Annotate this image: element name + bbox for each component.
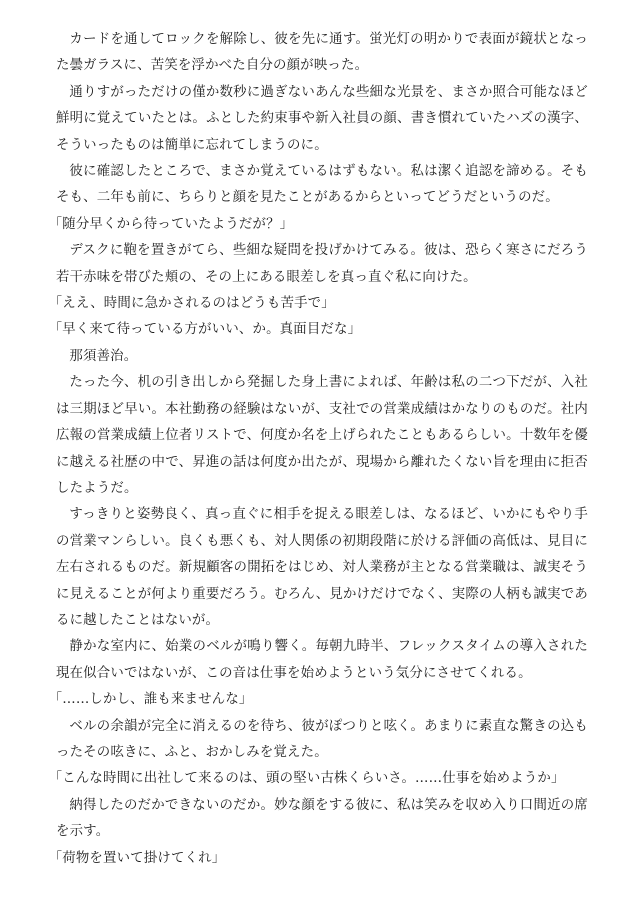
paragraph: 納得したのだかできないのだか。妙な顔をする彼に、私は笑みを収め入り口間近の席を示す。 <box>56 797 588 840</box>
dialogue-line: 「ええ、時間に急かされるのはどうも苦手で」 <box>48 296 335 312</box>
dialogue-line: 「こんな時間に出社して来るのは、頭の堅い古株くらいさ。……仕事を始めようか」 <box>48 771 565 787</box>
paragraph: 彼に確認したところで、まさか覚えているはずもない。私は潔く追認を諦める。そもそも、二年も前に、ちらりと顔を見たことがあるからといってどうだというのだ。 <box>56 164 588 206</box>
paragraph: 静かな室内に、始業のベルが鳴り響く。毎朝九時半、フレックスタイムの導入された現在似合いではないが、この音は仕事を始めようという気分にさせてくれる。 <box>56 639 588 681</box>
paragraph: カードを通してロックを解除し、彼を先に通す。蛍光灯の明かりで表面が鏡状となった曇ガラスに、苦笑を浮かべた自分の顔が映った。 <box>56 32 588 74</box>
dialogue-line: 「随分早くから待っていたようだが？」 <box>48 216 294 232</box>
paragraph: 那須善治。 <box>69 348 138 364</box>
dialogue-line: 「荷物を置いて掛けてくれ」 <box>48 850 226 866</box>
paragraph: たった今、机の引き出しから発掘した身上書によれば、年齢は私の二つ下だが、入社は三期ほど早い。本社勤務の経験はないが、支社での営業成績はかなりのものだ。社内広報の営業成績上位者リストで、何度か名を上げられたこともあるらしい。十数年を優に越える社歴の中で、昇進の話は何度か出たが、現場から離れたくない旨を理由に拒否したようだ。 <box>56 375 588 496</box>
dialogue-line: 「……しかし、誰も来ませんな」 <box>48 692 253 708</box>
document-page <box>48 27 588 872</box>
paragraph: すっきりと姿勢良く、真っ直ぐに相手を捉える眼差しは、なるほど、いかにもやり手の営業マンらしい。良くも悪くも、対人関係の初期段階に於ける評価の高低は、見目に左右されるものだ。新規顧客の開拓をはじめ、対人業務が主となる営業職は、誠実そうに見えることが何より重要だろう。むろん、見かけだけでなく、実際の人柄も誠実であるに越したことはないが。 <box>56 507 588 628</box>
dialogue-line: 「早く来て待っている方がいい、か。真面目だな」 <box>48 322 362 338</box>
paragraph: ベルの余韻が完全に消えるのを待ち、彼がぽつりと呟く。あまりに素直な驚きの込もったその呟きに、ふと、おかしみを覚えた。 <box>56 718 588 760</box>
paragraph: 通りすがっただけの僅か数秒に過ぎないあんな些細な光景を、まさか照合可能なほど鮮明に覚えていたとは。ふとした約束事や新入社員の顔、書き慣れていたハズの漢字、そういったものは簡単に忘れてしまうのに。 <box>56 84 588 153</box>
paragraph: デスクに鞄を置きがてら、些細な疑問を投げかけてみる。彼は、恐らく寒さにだろう若干赤味を帯びた頬の、その上にある眼差しを真っ直ぐ私に向けた。 <box>56 243 588 285</box>
